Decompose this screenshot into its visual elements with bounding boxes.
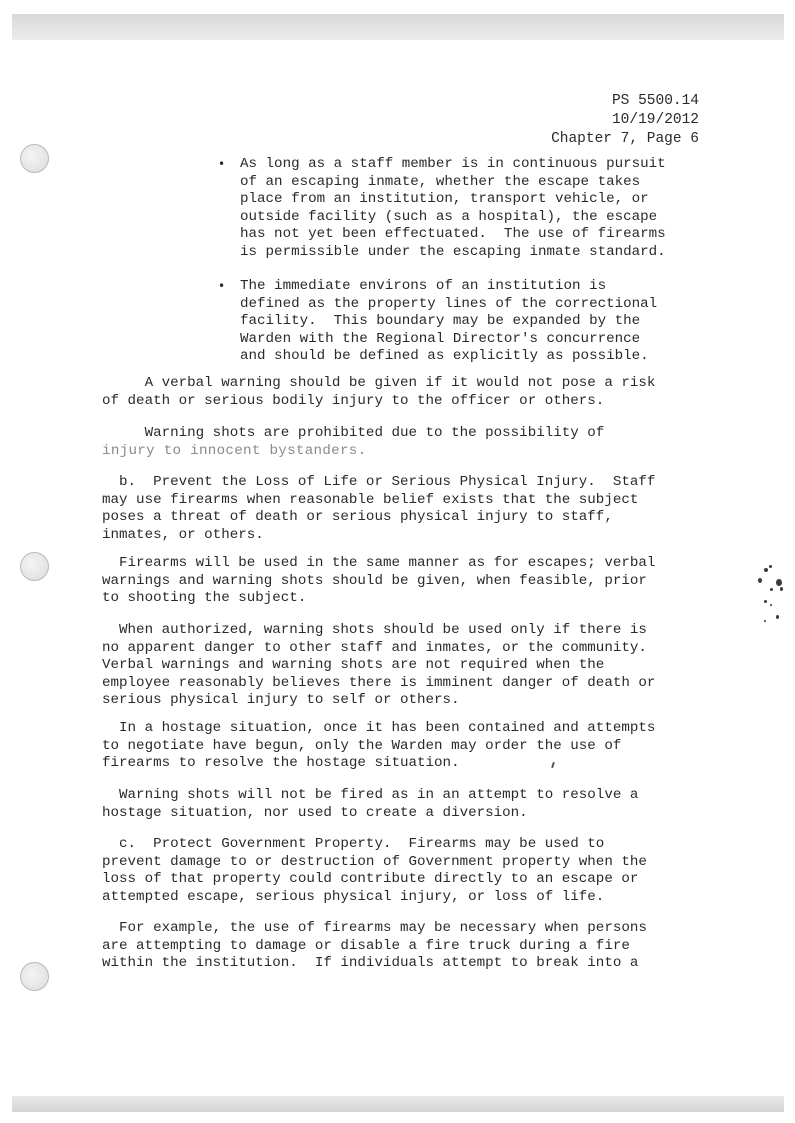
text-line: no apparent danger to other staff and inmates, or the community. bbox=[102, 639, 647, 656]
text-line: A verbal warning should be given if it would not pose a risk bbox=[102, 375, 656, 391]
text-line: attempted escape, serious physical injury, or loss of life. bbox=[102, 888, 605, 905]
text-line: prevent damage to or destruction of Government property when the bbox=[102, 853, 647, 870]
text-line: loss of that property could contribute directly to an escape or bbox=[102, 871, 639, 887]
punch-hole bbox=[20, 552, 49, 581]
paragraph bbox=[102, 425, 722, 460]
text-line: to shooting the subject. bbox=[102, 590, 307, 606]
bullet-item bbox=[218, 156, 718, 261]
text-line: hostage situation, nor used to create a diversion. bbox=[102, 804, 528, 821]
text-line: poses a threat of death or serious physical injury to staff, bbox=[102, 509, 613, 525]
text-line: Firearms will be used in the same manner as for escapes; verbal bbox=[102, 555, 656, 571]
paragraph bbox=[102, 787, 722, 822]
bullet-list bbox=[218, 156, 718, 383]
doc-date: 10/19/2012 bbox=[611, 112, 699, 128]
text-line: firearms to resolve the hostage situation. bbox=[102, 755, 460, 771]
text-line: inmates, or others. bbox=[102, 526, 264, 543]
text-line: outside facility (such as a hospital), the escape bbox=[240, 208, 658, 225]
text-line: is permissible under the escaping inmate standard. bbox=[240, 243, 666, 260]
text-line: Verbal warnings and warning shots are not required when the bbox=[102, 657, 605, 673]
paragraph bbox=[102, 555, 722, 608]
bullet-item bbox=[218, 278, 718, 366]
text-line: may use firearms when reasonable belief exists that the subject bbox=[102, 491, 639, 508]
paragraph bbox=[102, 375, 722, 410]
bullet-dot-icon: • bbox=[218, 157, 226, 171]
text-line: injury to innocent bystanders. bbox=[102, 442, 367, 459]
text-line: serious physical injury to self or others. bbox=[102, 692, 460, 708]
text-line: facility. This boundary may be expanded by the bbox=[240, 313, 641, 329]
text-line: are attempting to damage or disable a fire truck during a fire bbox=[102, 937, 630, 954]
punch-hole bbox=[20, 144, 49, 173]
text-line: of an escaping inmate, whether the escape takes bbox=[240, 173, 641, 190]
text-line: Warning shots will not be fired as in an attempt to resolve a bbox=[102, 787, 639, 803]
text-line: For example, the use of firearms may be necessary when persons bbox=[102, 920, 647, 936]
text-line: has not yet been effectuated. The use of firearms bbox=[240, 226, 666, 242]
doc-id: PS 5500.14 bbox=[611, 93, 699, 109]
text-line: Warden with the Regional Director's concurrence bbox=[240, 330, 641, 347]
text-line: place from an institution, transport vehicle, or bbox=[240, 191, 649, 207]
text-line: When authorized, warning shots should be used only if there is bbox=[102, 622, 647, 638]
scan-bottom-border bbox=[12, 1096, 784, 1112]
text-line: employee reasonably believes there is imminent danger of death or bbox=[102, 674, 656, 691]
paragraph bbox=[102, 920, 722, 973]
text-line: to negotiate have begun, only the Warden may order the use of bbox=[102, 737, 622, 754]
text-line: within the institution. If individuals attempt to break into a bbox=[102, 955, 639, 971]
paragraph bbox=[102, 720, 722, 773]
paragraph bbox=[102, 836, 722, 906]
punch-hole bbox=[20, 962, 49, 991]
scan-top-border bbox=[12, 14, 784, 40]
text-line: defined as the property lines of the correctional bbox=[240, 295, 658, 312]
text-line: c. Protect Government Property. Firearms may be used to bbox=[102, 836, 605, 852]
paragraph bbox=[102, 622, 722, 710]
bullet-dot-icon: • bbox=[218, 279, 226, 293]
text-line: and should be defined as explicitly as possible. bbox=[240, 348, 649, 364]
page-header bbox=[551, 92, 699, 149]
text-line: As long as a staff member is in continuous pursuit bbox=[240, 156, 666, 172]
text-line: In a hostage situation, once it has been contained and attempts bbox=[102, 720, 656, 736]
text-line: of death or serious bodily injury to the officer or others. bbox=[102, 392, 605, 409]
text-line: b. Prevent the Loss of Life or Serious Physical Injury. Staff bbox=[102, 474, 656, 490]
page-number: Chapter 7, Page 6 bbox=[551, 131, 699, 147]
text-line: The immediate environs of an institution is bbox=[240, 278, 607, 294]
paragraph bbox=[102, 474, 722, 544]
text-line: Warning shots are prohibited due to the possibility of bbox=[102, 425, 605, 441]
text-line: warnings and warning shots should be given, when feasible, prior bbox=[102, 572, 647, 589]
